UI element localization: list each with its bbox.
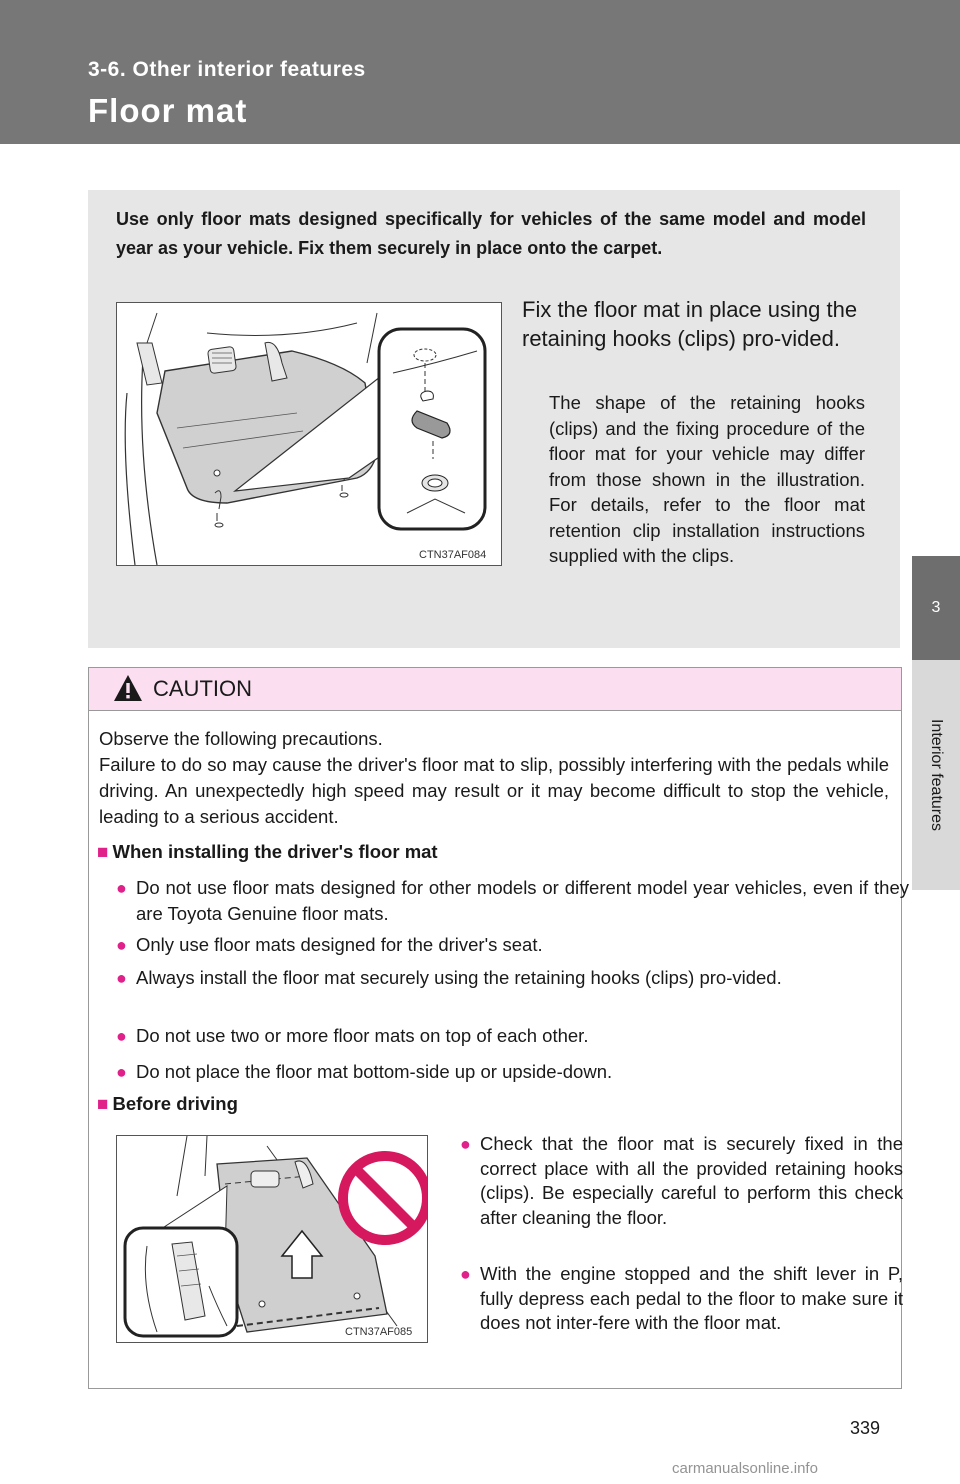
list-item-text: Do not place the floor mat bottom-side up or upside-down. xyxy=(136,1061,613,1082)
section-label: 3-6. Other interior features xyxy=(88,58,366,81)
floor-mat-warning-illustration xyxy=(116,1135,428,1343)
figure-code: CTN37AF084 xyxy=(419,549,487,561)
list-item xyxy=(460,1262,903,1336)
bullet-icon: ● xyxy=(116,968,127,988)
fix-note: The shape of the retaining hooks (clips) and the fixing procedure of the floor mat for your vehicle may differ from those shown in the illustration. For details, refer to the floor mat retention clip installation instructions supplied with the clips. xyxy=(549,392,865,566)
list-item xyxy=(116,932,909,958)
list-item-text: With the engine stopped and the shift lever in P, fully depress each pedal to the floor to make sure it does not inter-fere with the floor mat. xyxy=(480,1263,903,1333)
chapter-tab-label: Interior features xyxy=(928,718,945,832)
warning-icon xyxy=(113,674,143,702)
intro-text: Use only floor mats designed specifically for vehicles of the same model and model year as your vehicle. Fix them securely in place onto the carpet. xyxy=(116,209,866,258)
section1-title: When installing the driver's floor mat xyxy=(112,841,438,862)
section-heading-before-driving xyxy=(97,1093,238,1116)
list-item xyxy=(116,1023,909,1049)
chapter-tab-number[interactable]: 3 xyxy=(912,556,960,660)
section2-title: Before driving xyxy=(112,1093,238,1114)
bullet-icon: ● xyxy=(116,935,127,955)
caution-intro-line: Observe the following precautions. xyxy=(99,728,383,749)
watermark[interactable]: carmanualsonline.info xyxy=(672,1460,818,1477)
list-item xyxy=(116,1059,909,1085)
caution-body: Failure to do so may cause the driver's floor mat to slip, possibly interfering with the pedals while driving. An unexpectedly high speed may result or it may become difficult to stop the vehicle, leading to a serious accident. xyxy=(99,754,889,827)
bullet-icon: ● xyxy=(460,1264,471,1284)
list-item-text: Always install the floor mat securely using the retaining hooks (clips) pro-vided. xyxy=(136,967,782,988)
list-item xyxy=(116,875,909,926)
list-item-text: Do not use floor mats designed for other models or different model year vehicles, even if they are Toyota Genuine floor mats. xyxy=(136,877,909,924)
list-item-text: Check that the floor mat is securely fixed in the correct place with all the provided retaining hooks (clips). Be especially careful to perform this check after cleaning the floor. xyxy=(480,1133,903,1228)
list-item xyxy=(460,1132,903,1230)
list-item xyxy=(116,965,909,991)
square-bullet-icon: ■ xyxy=(97,842,109,863)
figure-code: CTN37AF085 xyxy=(345,1326,413,1338)
bullet-icon: ● xyxy=(460,1134,471,1154)
bullet-icon: ● xyxy=(116,1062,127,1082)
floor-mat-hook-illustration xyxy=(116,302,502,566)
section-heading-installing xyxy=(97,841,438,864)
bullet-icon: ● xyxy=(116,878,127,898)
list-item-text: Only use floor mats designed for the driver's seat. xyxy=(136,934,543,955)
fix-instruction: Fix the floor mat in place using the retaining hooks (clips) pro-vided. xyxy=(522,297,858,351)
square-bullet-icon: ■ xyxy=(97,1094,109,1115)
page-title: Floor mat xyxy=(88,92,248,129)
bullet-icon: ● xyxy=(116,1026,127,1046)
list-item-text: Do not use two or more floor mats on top of each other. xyxy=(136,1025,589,1046)
page-number: 339 xyxy=(850,1418,881,1438)
caution-intro xyxy=(99,726,889,830)
caution-title: CAUTION xyxy=(153,676,252,701)
